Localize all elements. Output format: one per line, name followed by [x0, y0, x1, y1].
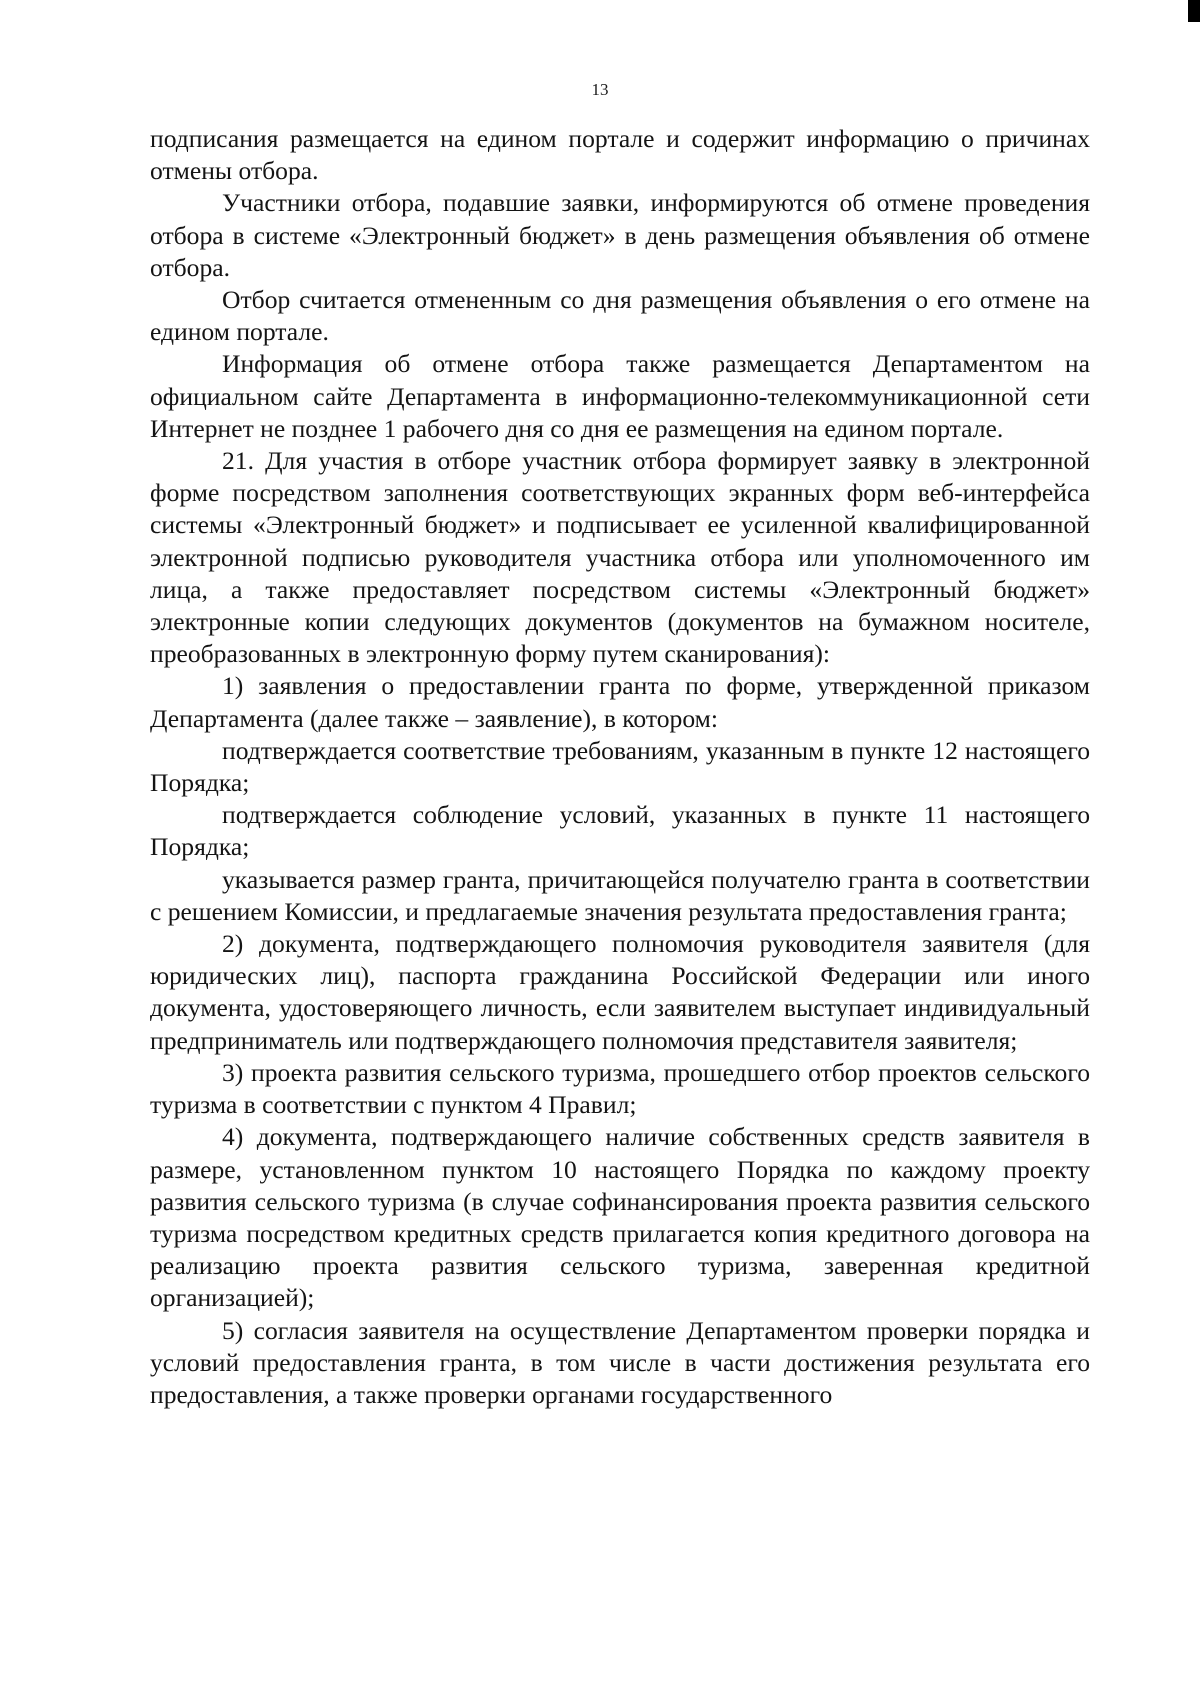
paragraph-subitem-2: 2) документа, подтверждающего полномочия руководителя заявителя (для юридических лиц), паспорта гражданина Российской Федерации или иного документа, удостоверяющего личность, если заявителем выступает индивидуальный предприниматель или подтверждающего полномочия представителя заявителя;	[150, 929, 1090, 1055]
paragraph-confirm-conditions: подтверждается соблюдение условий, указанных в пункте 11 настоящего Порядка;	[150, 800, 1090, 862]
paragraph-confirm-requirements: подтверждается соответствие требованиям, указанным в пункте 12 настоящего Порядка;	[150, 735, 1090, 798]
scan-corner-mark	[1188, 0, 1200, 22]
paragraph-subitem-1: 1) заявления о предоставлении гранта по форме, утвержденной приказом Департамента (далее также – заявление), в котором:	[150, 671, 1090, 733]
paragraph-item-21: 21. Для участия в отборе участник отбора формирует заявку в электронной форме посредством заполнения соответствующих экранных форм веб-интерфейса системы «Электронный бюджет» и подписывает ее усиленной квалифицированной электронной подписью руководителя участника отбора или уполномоченного им лица, а также предоставляет посредством системы «Электронный бюджет» электронные копии следующих документов (документов на бумажном носителе, преобразованных в электронную форму путем сканирования):	[150, 446, 1090, 669]
paragraph-subitem-4: 4) документа, подтверждающего наличие собственных средств заявителя в размере, установленном пунктом 10 настоящего Порядка по каждому проекту развития сельского туризма (в случае софинансирования проекта развития сельского туризма посредством кредитных средств прилагается копия кредитного договора на реализацию проекта развития сельского туризма, заверенная кредитной организацией);	[150, 1122, 1090, 1313]
paragraph-grant-amount: указывается размер гранта, причитающейся получателю гранта в соответствии с решением Комиссии, и предлагаемые значения результата предоставления гранта;	[150, 864, 1090, 926]
paragraph-info-website: Информация об отмене отбора также размещается Департаментом на официальном сайте Департамента в информационно-телекоммуникационной сети Интернет не позднее 1 рабочего дня со дня ее размещения на едином портале.	[150, 349, 1090, 443]
paragraph-selection-cancelled: Отбор считается отмененным со дня размещения объявления о его отмене на едином портале.	[150, 285, 1090, 347]
paragraph-participants-notified: Участники отбора, подавшие заявки, информируются об отмене проведения отбора в системе «Электронный бюджет» в день размещения объявления об отмене отбора.	[150, 188, 1090, 282]
document-body	[150, 123, 1090, 1411]
paragraph-subitem-5: 5) согласия заявителя на осуществление Департаментом проверки порядка и условий предоставления гранта, в том числе в части достижения результата его предоставления, а также проверки органами государственного	[150, 1315, 1090, 1409]
page-number: 13	[591, 80, 609, 99]
paragraph-subitem-3: 3) проекта развития сельского туризма, прошедшего отбор проектов сельского туризма в соответствии с пунктом 4 Правил;	[150, 1057, 1090, 1120]
paragraph-cancellation-info: подписания размещается на едином портале и содержит информацию о причинах отмены отбора.	[150, 124, 1090, 186]
